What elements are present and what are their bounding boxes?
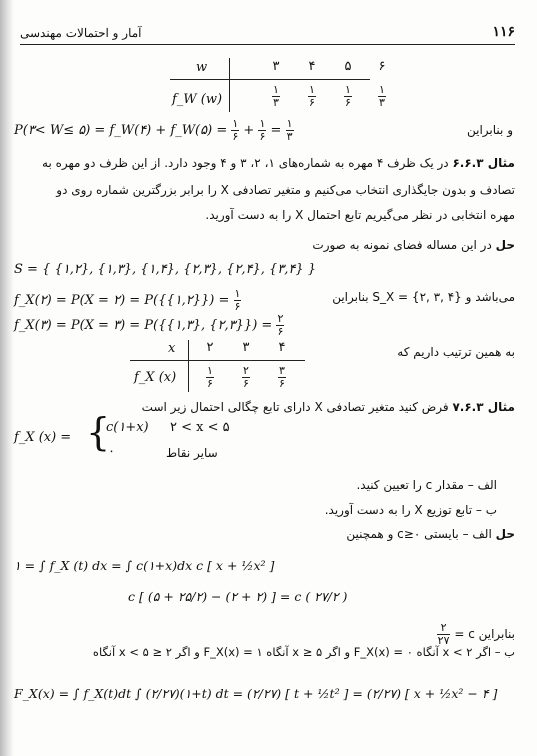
table-x-prob: $\frac{۱}{۶}$ — [207, 364, 213, 390]
example-3-6-6-line2: تصادف و بدون جایگذاری انتخاب می‌کنیم و متغیر تصادفی X را برابر بزرگترین شماره روی دو — [56, 183, 515, 197]
c-value-text: بنابراین c = — [454, 627, 515, 641]
so-text-1: و بنابراین — [467, 123, 513, 137]
example-3-6-6-title: مثال ۶.۶.۳ — [452, 156, 515, 170]
table-w-value: ۶ — [378, 59, 386, 74]
pdf-cond2: سایر نقاط — [166, 446, 218, 460]
example-3-6-6-line3: مهره انتخابی در نظر می‌گیریم تابع احتمال X را به دست آورید. — [205, 208, 515, 222]
fx2-text: f_X(۲) = P(X = ۲) = P({{۱,۲}}) = — [14, 293, 230, 308]
fx2-line — [14, 288, 241, 313]
fx3-frac: $\frac{۲}{۶}$ — [277, 312, 284, 338]
example-3-6-7-text: فرض کنید متغیر تصادفی X دارای تابع چگالی احتمال زیر است — [141, 400, 449, 414]
table-w-vrule — [229, 58, 230, 112]
solution-2-label: حل — [495, 527, 515, 541]
table-w-prob: $\frac{۱}{۶}$ — [345, 83, 351, 109]
table-x-row2-label: f_X (x) — [134, 370, 177, 385]
running-title: آمار و احتمالات مهندسی — [20, 26, 142, 40]
integral-line-2: c [ (۵ + ۲۵/۲) − (۲ + ۲) ] = c ( ۲۷/۲ ) — [128, 589, 348, 604]
page-edge-shadow — [0, 0, 14, 756]
example-3-6-7-title: مثال ۷.۶.۳ — [452, 400, 515, 414]
solution-1 — [312, 238, 515, 252]
table-x-value: ۲ — [206, 340, 214, 355]
fx2-frac: $\frac{۱}{۶}$ — [234, 287, 241, 313]
table-w-prob: $\frac{۱}{۳}$ — [273, 83, 279, 109]
frac-1-3: $\frac{۱}{۳}$ — [286, 117, 293, 143]
fx3-line — [14, 313, 284, 338]
example-3-6-7 — [142, 400, 515, 414]
frac-1-6: $\frac{۱}{۶}$ — [232, 117, 239, 143]
c-value — [437, 622, 515, 647]
table-w-value: ۵ — [344, 59, 352, 74]
solution-2-text: الف – بایستی c≥۰ و همچنین — [346, 527, 492, 541]
table-w-prob: $\frac{۱}{۳}$ — [379, 83, 385, 109]
eq-prob-w: P(۳< W≤ ۵) = f_W(۴) + f_W(۵) = $\frac{۱}{۶}$ + $\frac{۱}{۶}$ = $\frac{۱}{۳}$ — [14, 117, 293, 143]
example-3-6-6-line1: در یک ظرف ۴ مهره به شماره‌های ۱، ۲، ۳ و ۴ وجود دارد. از این ظرف دو مهره به — [42, 156, 449, 170]
pdf-cond1: ۲ < x < ۵ — [170, 420, 230, 435]
part-b-solution: ب – اگر x < ۲ آنگاه ۰ = F_X(x) و اگر x ≥ ۵ آنگاه ۱ = F_X(x) و اگر ۲ ≤ x < ۵ آنگاه — [92, 645, 515, 659]
pdf-case2: ۰ — [108, 444, 115, 459]
table-x-prob: $\frac{۲}{۶}$ — [243, 364, 249, 390]
table-w-prob: $\frac{۱}{۶}$ — [309, 83, 315, 109]
c-value-frac: $\frac{۲}{۲۷}$ — [437, 621, 450, 647]
pdf-lhs: f_X (x) = — [14, 430, 72, 445]
table-w-row2-label: f_W (w) — [172, 92, 223, 107]
table-x-prob: $\frac{۳}{۶}$ — [279, 364, 285, 390]
part-a: الف – مقدار c را تعیین کنید. — [356, 478, 497, 492]
fx3-text: f_X(۳) = P(X = ۳) = P({{۱,۳}, {۲,۳}}) = — [14, 318, 273, 333]
table-x-value: ۴ — [278, 340, 286, 355]
pdf-brace: { — [86, 410, 111, 454]
solution-1-label: حل — [495, 238, 515, 252]
page-header — [20, 22, 515, 45]
table-w-row1-label: w — [196, 60, 208, 75]
sample-space: S = { {۱,۲}, {۱,۳}, {۱,۴}, {۲,۳}, {۲,۴}, {۳,۴} } — [14, 262, 317, 277]
solution-1-text: در این مساله فضای نمونه به صورت — [312, 238, 492, 252]
table-w-value: ۳ — [272, 59, 280, 74]
page-number: ۱۱۶ — [492, 24, 515, 40]
frac-1-6b: $\frac{۱}{۶}$ — [259, 117, 266, 143]
table-x-row1-label: x — [168, 341, 176, 356]
integral-line-1: ۱ = ∫ f_X (t) dx = ∫ c(۱+x)dx c [ x + ½x² ] — [14, 558, 275, 573]
table-w-hrule — [170, 79, 370, 80]
same-order-text: به همین ترتیب داریم که — [397, 345, 515, 359]
solution-2 — [346, 527, 515, 541]
cdf-line: F_X(x) = ∫ f_X(t)dt ∫ (۲/۲۷)(۱+t) dt = (۲/۲۷) [ t + ½t² ] = (۲/۲۷) [ x + ½x² − ۴ ] — [14, 686, 498, 701]
example-3-6-6 — [42, 156, 515, 170]
table-x-hrule — [130, 360, 305, 361]
table-w-value: ۴ — [308, 59, 316, 74]
eq-prob-w-text: P(۳< W≤ ۵) = f_W(۴) + f_W(۵) = — [14, 123, 228, 138]
table-x-value: ۳ — [242, 340, 250, 355]
part-b: ب – تابع توزیع X را به دست آورید. — [324, 503, 497, 517]
table-x-vrule — [188, 340, 189, 392]
support-text: می‌باشد و S_X = {۲, ۳, ۴} بنابراین — [332, 290, 515, 304]
pdf-case1: c(۱+x) — [106, 420, 149, 435]
